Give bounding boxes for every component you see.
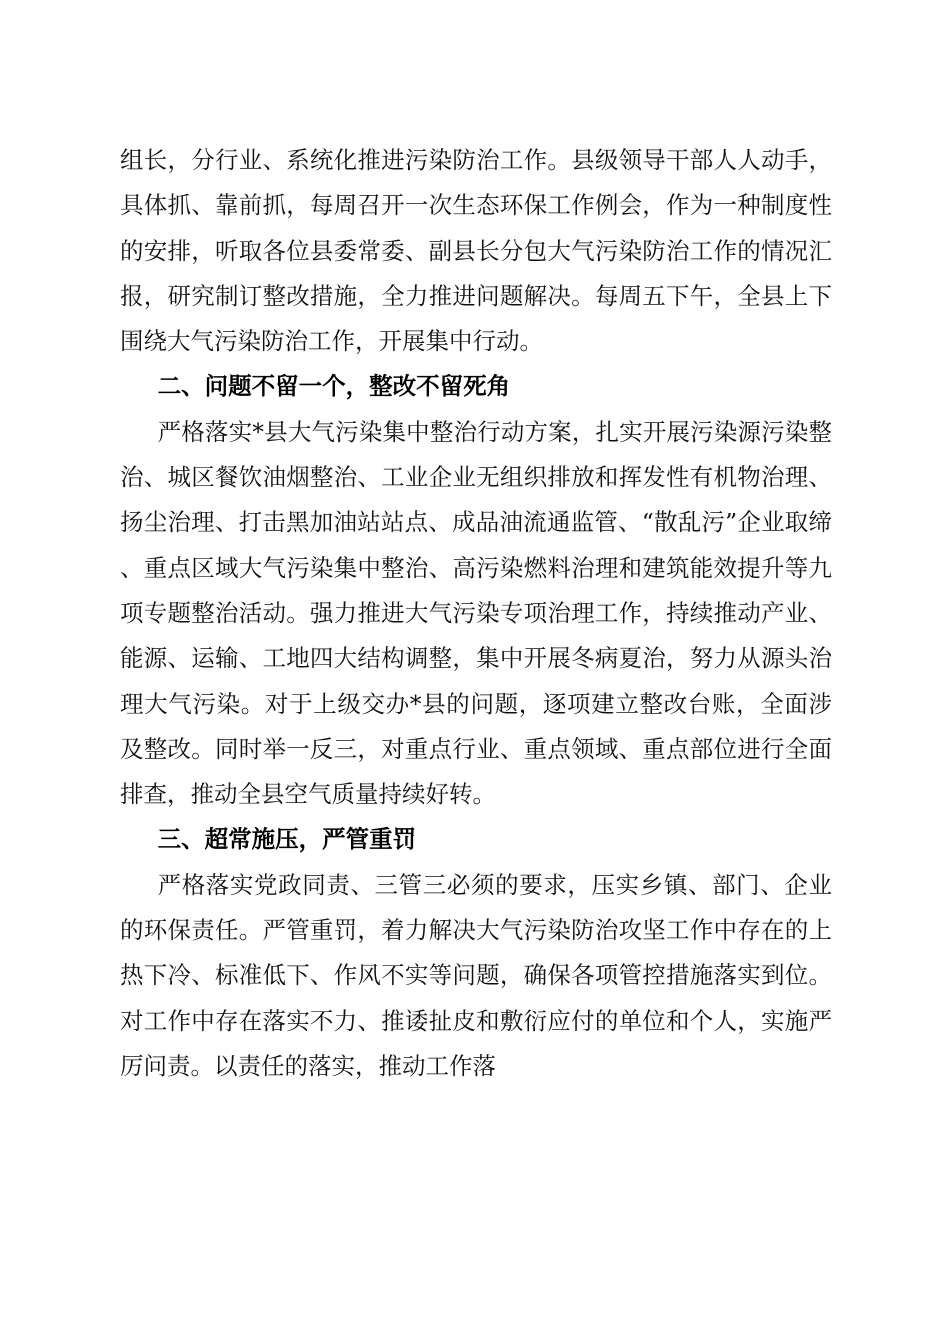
section-heading-three: 三、超常施压，严管重罚	[157, 825, 417, 854]
continuation-paragraph: 组长，分行业、系统化推进污染防治工作。县级领导干部人人动手，具体抓、靠前抓，每周召开一次生态环保工作例会，作为一种制度性的安排，听取各位县委常委、副县长分包大气污染防治工作的情况汇报，研究制订整改措施，全力推进问题解决。每周五下午，全县上下围绕大气污染防治工作，开展集中行动。	[120, 146, 832, 356]
section-three-paragraph: 严格落实党政同责、三管三必须的要求，压实乡镇、部门、企业的环保责任。严管重罚，着力解决大气污染防治攻坚工作中存在的上热下冷、标准低下、作风不实等问题，确保各项管控措施落实到位。对工作中存在落实不力、推诿扯皮和敷衍应付的单位和个人，实施严厉问责。以责任的落实，推动工作落	[120, 870, 832, 1080]
section-heading-two: 二、问题不留一个，整改不留死角	[157, 372, 511, 401]
document-body	[120, 138, 832, 1089]
section-two-paragraph: 严格落实*县大气污染集中整治行动方案，扎实开展污染源污染整治、城区餐饮油烟整治、工业企业无组织排放和挥发性有机物治理、扬尘治理、打击黑加油站站点、成品油流通监管、“散乱污”企业取缔、重点区域大气污染集中整治、高污染燃料治理和建筑能效提升等九项专题整治活动。强力推进大气污染专项治理工作，持续推动产业、能源、运输、工地四大结构调整，集中开展冬病夏治，努力从源头治理大气污染。对于上级交办*县的问题，逐项建立整改台账，全面涉及整改。同时举一反三，对重点行业、重点领域、重点部位进行全面排查，推动全县空气质量持续好转。	[120, 417, 832, 809]
